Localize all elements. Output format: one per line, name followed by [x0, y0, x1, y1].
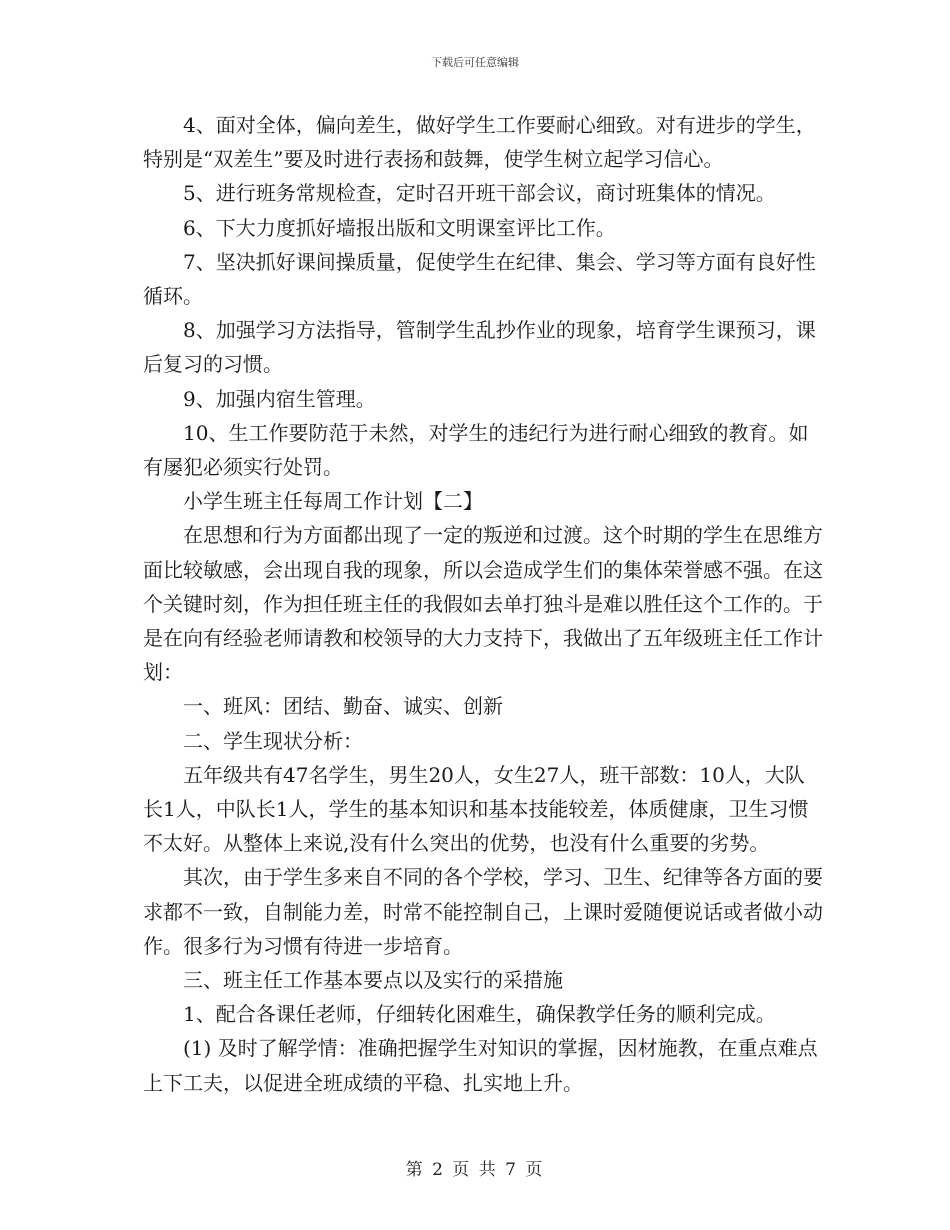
- paragraph-item-5: 5、进行班务常规检查，定时召开班干部会议，商讨班集体的情况。: [183, 181, 776, 206]
- measures-heading: 三、班主任工作基本要点以及实行的采措施: [183, 968, 563, 993]
- page-header: 下载后可任意编辑: [431, 56, 519, 69]
- secondly-paragraph: 其次，由于学生多来自不同的各个学校，学习、卫生、纪律等各方面的要求都不一致，自制能力差，时常不能控制自己，上课时爱随便说话或者做小动作。很多行为习惯有待进一步培育。: [143, 865, 823, 958]
- paragraph-item-7: 7、坚决抓好课间操质量，促使学生在纪律、集会、学习等方面有良好性循环。: [143, 249, 816, 309]
- paragraph-item-6: 6、下大力度抓好墙报出版和文明课室评比工作。: [183, 215, 616, 240]
- student-analysis-paragraph: 五年级共有47名学生，男生20人，女生27人，班干部数：10人，大队长1人，中队长1人，学生的基本知识和基本技能较差，体质健康，卫生习惯不太好。从整体上来说,没有什么突出的优势，也没有什么重要的劣势。: [143, 762, 809, 856]
- paragraph-item-4: 4、面对全体，偏向差生，做好学生工作要耐心细致。对有进步的学生，特别是“双差生”要及时进行表扬和鼓舞，使学生树立起学习信心。: [143, 113, 816, 172]
- document-body: [143, 108, 823, 1100]
- student-analysis-heading: 二、学生现状分析：: [183, 728, 363, 753]
- measure-item-1: 1、配合各课任老师，仔细转化困难生，确保教学任务的顺利完成。: [183, 1002, 776, 1027]
- paragraph-item-9: 9、加强内宿生管理。: [183, 386, 376, 411]
- section-title: 小学生班主任每周工作计划【二】: [183, 489, 483, 514]
- paragraph-item-8: 8、加强学习方法指导，管制学生乱抄作业的现象，培育学生课预习，课后复习的习惯。: [143, 318, 816, 377]
- measure-subitem-1: (1) 及时了解学情：准确把握学生对知识的掌握，因材施教，在重点难点上下工夫，以促进全班成绩的平稳、扎实地上升。: [143, 1036, 818, 1095]
- page-number: 第 2 页 共 7 页: [405, 1160, 545, 1180]
- intro-paragraph: 在思想和行为方面都出现了一定的叛逆和过渡。这个时期的学生在思维方面比较敏感，会出现自我的现象，所以会造成学生们的集体荣誉感不强。在这个关键时刻，作为担任班主任的我假如去单打独斗是难以胜任这个工作的。于是在向有经验老师请教和校领导的大力支持下，我做出了五年级班主任工作计划：: [143, 523, 823, 685]
- class-style-heading: 一、班风：团结、勤奋、诚实、创新: [183, 694, 503, 719]
- paragraph-item-10: 10、生工作要防范于未然，对学生的违纪行为进行耐心细致的教育。如有屡犯必须实行处罚。: [143, 420, 809, 480]
